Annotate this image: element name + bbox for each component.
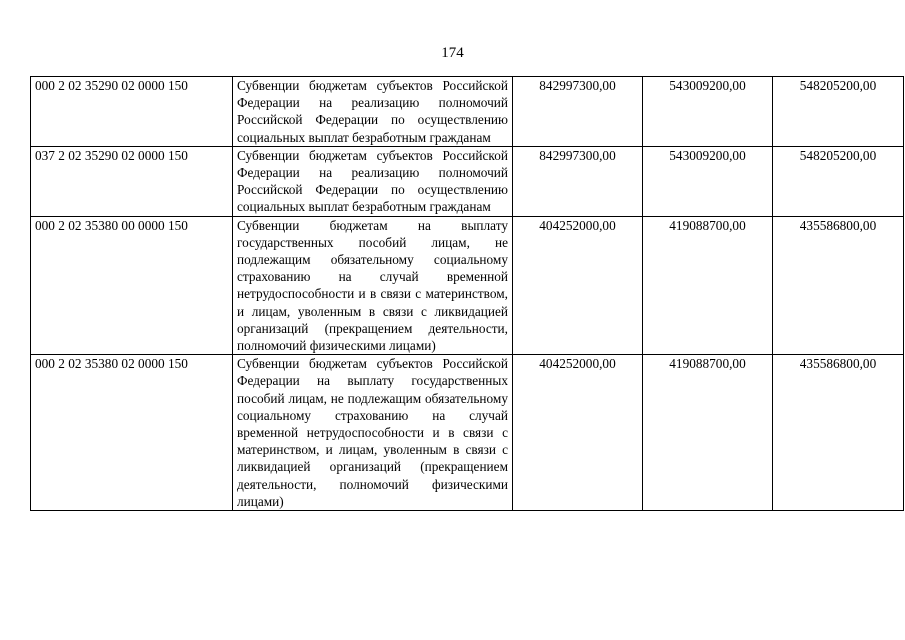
budget-table — [30, 76, 904, 511]
description-cell: Субвенции бюджетам субъектов Российской Федерации на реализацию полномочий Российской Федерации по осуществлению социальных выплат безработным гражданам — [233, 77, 513, 147]
budget-code-cell: 000 2 02 35380 00 0000 150 — [31, 216, 233, 355]
budget-code-cell: 037 2 02 35290 02 0000 150 — [31, 146, 233, 216]
amount-cell-3: 548205200,00 — [773, 77, 904, 147]
table-row — [31, 355, 904, 511]
amount-cell-1: 842997300,00 — [513, 77, 643, 147]
amount-cell-2: 419088700,00 — [643, 355, 773, 511]
amount-cell-3: 548205200,00 — [773, 146, 904, 216]
amount-cell-1: 842997300,00 — [513, 146, 643, 216]
amount-cell-1: 404252000,00 — [513, 216, 643, 355]
table-row — [31, 216, 904, 355]
amount-cell-2: 419088700,00 — [643, 216, 773, 355]
amount-cell-3: 435586800,00 — [773, 216, 904, 355]
amount-cell-2: 543009200,00 — [643, 146, 773, 216]
page-number: 174 — [441, 45, 464, 61]
description-cell: Субвенции бюджетам на выплату государственных пособий лицам, не подлежащим обязательному социальному страхованию на случай временной нетрудоспособности и в связи с материнством, и лицам, уволенным в связи с ликвидацией организаций (прекращением деятельности, полномочий физическими лицами) — [233, 216, 513, 355]
amount-cell-3: 435586800,00 — [773, 355, 904, 511]
description-cell: Субвенции бюджетам субъектов Российской Федерации на выплату государственных пособий лицам, не подлежащим обязательному социальному страхованию на случай временной нетрудоспособности и в связи с материнством, и лицам, уволенным в связи с ликвидацией организаций (прекращением деятельности, полномочий физическими лицами) — [233, 355, 513, 511]
budget-code-cell: 000 2 02 35290 02 0000 150 — [31, 77, 233, 147]
table-row — [31, 77, 904, 147]
amount-cell-2: 543009200,00 — [643, 77, 773, 147]
table-row — [31, 146, 904, 216]
budget-code-cell: 000 2 02 35380 02 0000 150 — [31, 355, 233, 511]
description-cell: Субвенции бюджетам субъектов Российской Федерации на реализацию полномочий Российской Федерации по осуществлению социальных выплат безработным гражданам — [233, 146, 513, 216]
amount-cell-1: 404252000,00 — [513, 355, 643, 511]
